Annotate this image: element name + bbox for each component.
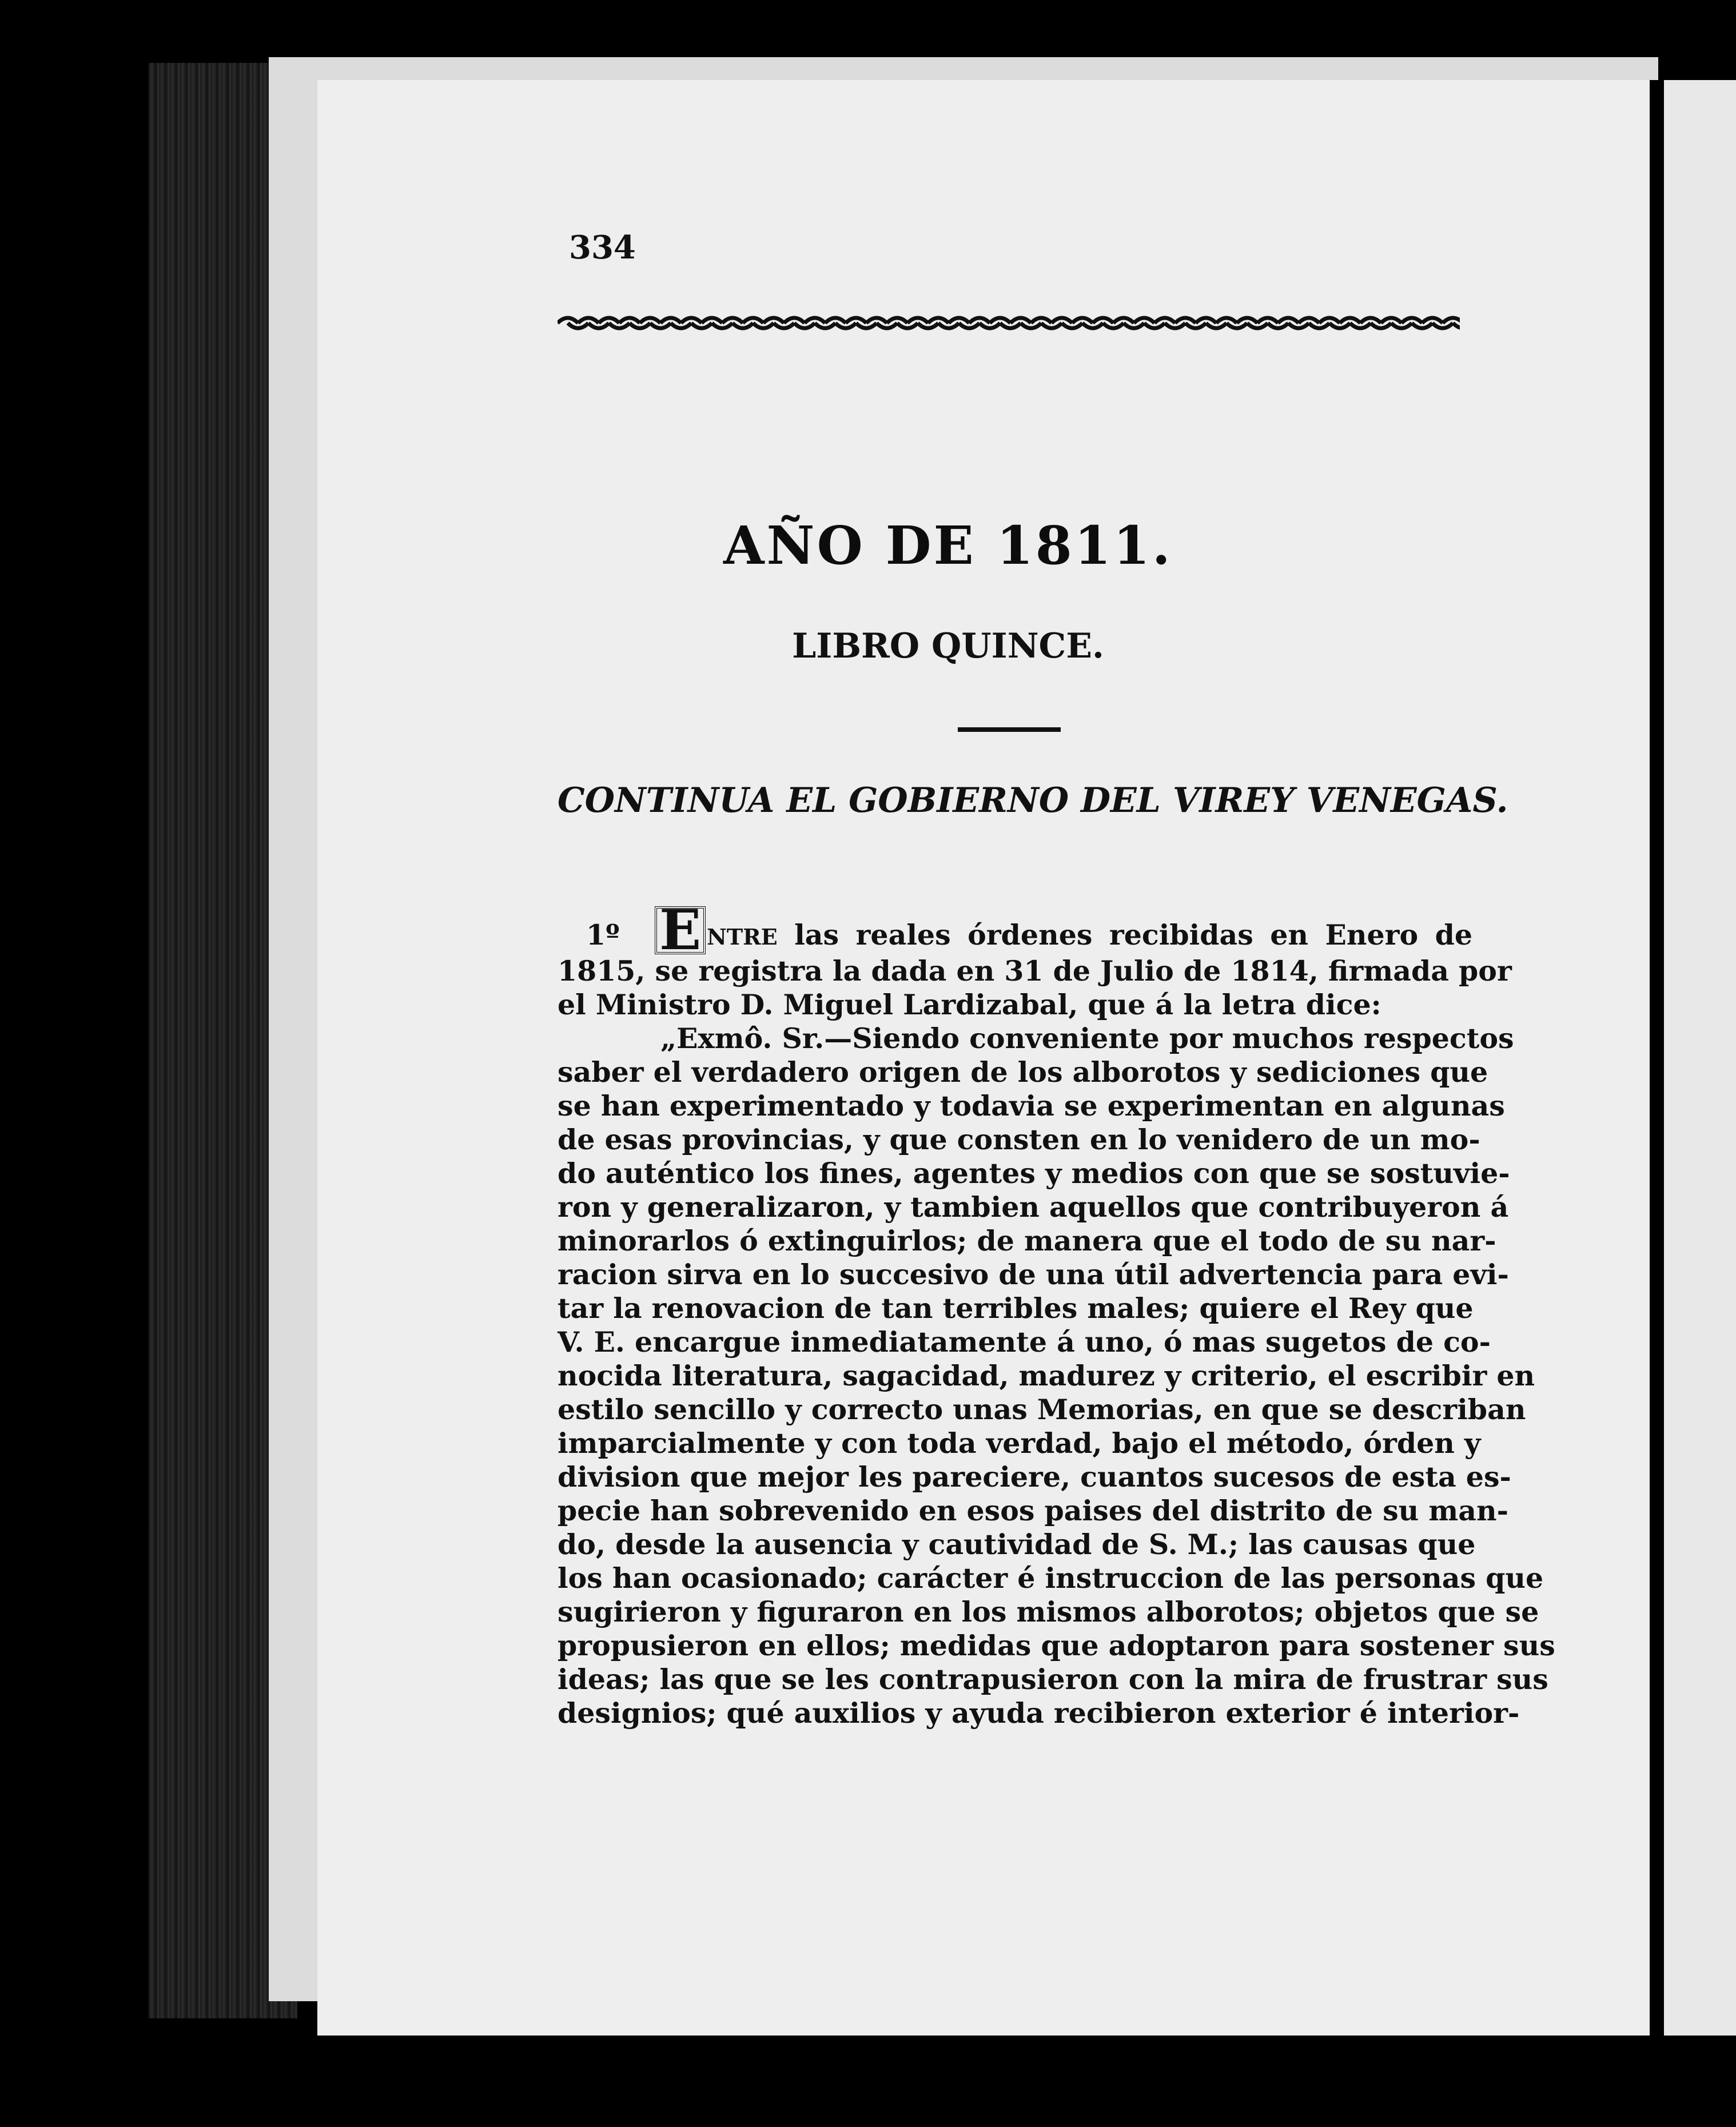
text-line-first [558,898,1473,962]
text-line: las reales órdenes recibidas en Enero de [794,918,1473,951]
section-rule [958,727,1061,732]
text-line: tar la renovacion de tan terribles males; quiere el Rey que [558,1292,1474,1325]
text-line: imparcialmente y con toda verdad, bajo el método, órden y [558,1427,1481,1460]
text-line: estilo sencillo y correcto unas Memorias, en que se describan [558,1393,1526,1426]
text-line: ron y generalizaron, y tambien aquellos que contribuyeron á [558,1190,1509,1224]
page-gutter [1650,80,1663,2007]
first-word-smallcaps: NTRE [707,924,778,950]
text-line: racion sirva en lo succesivo de una útil advertencia para evi- [558,1258,1509,1291]
drop-cap: E [655,906,706,954]
text-line: V. E. encargue inmediatamente á uno, ó mas sugetos de co- [558,1325,1491,1359]
text-line: sugirieron y figuraron en los mismos alborotos; objetos que se [558,1595,1539,1628]
text-line: los han ocasionado; carácter é instruccion de las personas que [558,1562,1544,1595]
text-line: division que mejor les pareciere, cuantos sucesos de esta es- [558,1460,1511,1493]
text-line: do auténtico los fines, agentes y medios con que se sostuvie- [558,1157,1510,1190]
text-line: do, desde la ausencia y cautividad de S. M.; las causas que [558,1528,1476,1561]
text-line: se han experimentado y todavia se experimentan en algunas [558,1089,1505,1122]
text-line: pecie han sobrevenido en esos paises del distrito de su man- [558,1494,1508,1527]
text-line: 1815, se registra la dada en 31 de Julio de 1814, firmada por [558,954,1512,987]
year-heading: AÑO DE 1811. [723,515,1173,576]
wavy-ornament-rule [558,312,1460,334]
text-line: minorarlos ó extinguirlos; de manera que el todo de su nar- [558,1224,1496,1257]
page-number: 334 [569,229,636,266]
text-line: propusieron en ellos; medidas que adoptaron para sostener sus [558,1629,1555,1662]
text-line: designios; qué auxilios y ayuda recibieron exterior é interior- [558,1696,1520,1730]
text-line: de esas provincias, y que consten en lo venidero de un mo- [558,1123,1480,1156]
text-line: ideas; las que se les contrapusieron con la mira de frustrar sus [558,1663,1548,1696]
facing-page-edge [1664,80,1736,2036]
text-line: saber el verdadero origen de los alborotos y sediciones que [558,1055,1488,1089]
text-line: nocida literatura, sagacidad, madurez y criterio, el escribir en [558,1359,1535,1392]
body-text [558,898,1555,1730]
paragraph-number: 1º [586,918,620,951]
text-line: „Exmô. Sr.—Siendo conveniente por muchos respectos [660,1022,1514,1055]
book-title: LIBRO QUINCE. [792,626,1104,666]
chapter-title: CONTINUA EL GOBIERNO DEL VIREY VENEGAS. [558,780,1508,820]
text-line: el Ministro D. Miguel Lardizabal, que á la letra dice: [558,988,1381,1021]
